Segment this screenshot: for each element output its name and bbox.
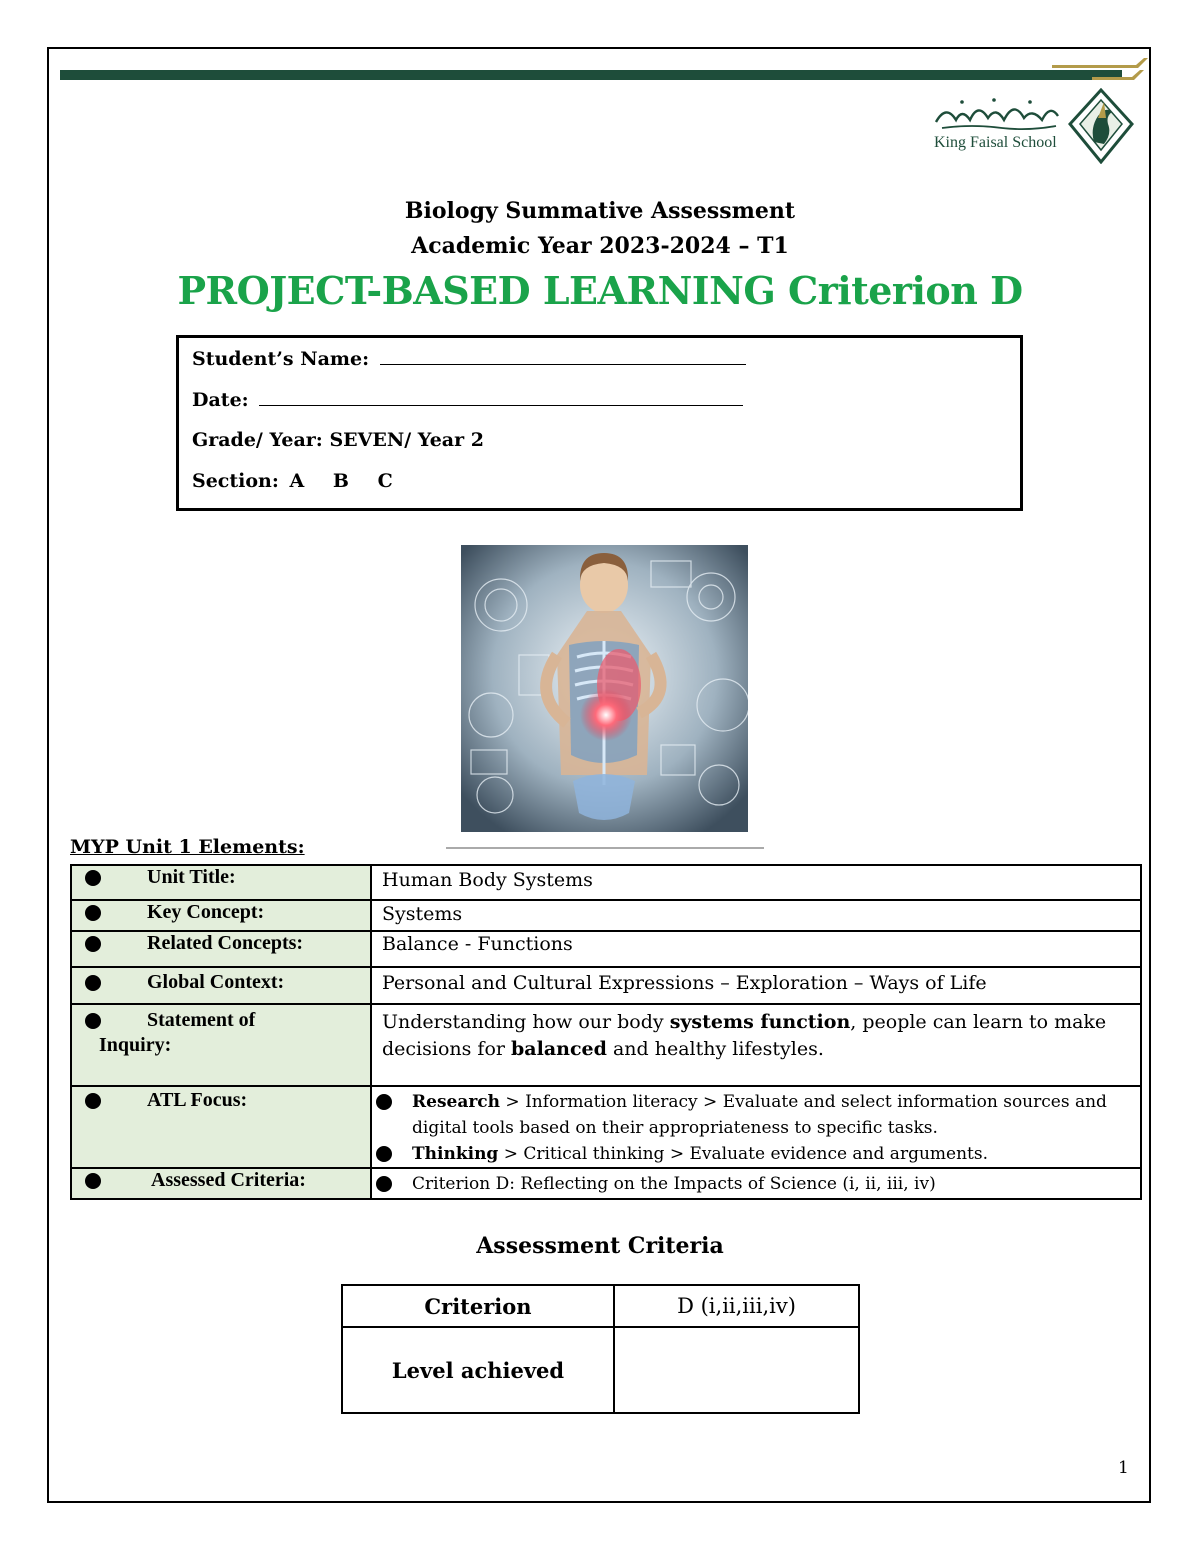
assessment-criteria-table: [341, 1284, 860, 1414]
table-row: [71, 900, 1141, 931]
soi-text-3: and healthy lifestyles.: [606, 1038, 824, 1060]
atl-research-cont: digital tools based on their appropriateness to specific tasks.: [412, 1118, 938, 1138]
bullet-icon: [85, 936, 101, 952]
table-row: [342, 1327, 859, 1413]
unit-title-label-cell: [71, 865, 371, 900]
key-concept-value: Systems: [371, 900, 1141, 931]
related-concepts-label: Related Concepts:: [147, 932, 304, 955]
level-achieved-field[interactable]: [614, 1327, 859, 1413]
key-concept-label: Key Concept:: [147, 901, 265, 924]
atl-thinking-bold: Thinking: [412, 1144, 499, 1164]
section-row: [192, 470, 393, 492]
assessment-criteria-heading: Assessment Criteria: [476, 1233, 724, 1259]
global-context-label: Global Context:: [147, 971, 285, 994]
statement-of-inquiry-label: Statement of: [147, 1009, 256, 1032]
related-concepts-label-cell: [71, 931, 371, 967]
soi-text-1: Understanding how our body: [382, 1011, 670, 1033]
student-name-label: Student’s Name:: [192, 348, 370, 370]
table-row: [71, 1004, 1141, 1086]
global-context-value: Personal and Cultural Expressions – Exploration – Ways of Life: [371, 967, 1141, 1004]
level-achieved-label: Level achieved: [342, 1327, 614, 1413]
bullet-icon: [85, 975, 101, 991]
atl-research-bold: Research: [412, 1092, 501, 1112]
atl-item-thinking: [382, 1141, 1140, 1167]
table-row: [71, 1168, 1141, 1199]
soi-bold-1: systems function: [669, 1011, 851, 1033]
soi-bold-2: balanced: [511, 1038, 607, 1060]
section-label: Section:: [192, 470, 279, 492]
myp-elements-table: [70, 864, 1142, 1200]
unit-title-value: Human Body Systems: [371, 865, 1141, 900]
criterion-label: Criterion: [342, 1285, 614, 1327]
unit-title-label: Unit Title:: [147, 866, 236, 889]
soi-text-2: , people can learn to make decisions for: [382, 1011, 1107, 1060]
date-row: [192, 389, 743, 411]
grade-label: Grade/ Year:: [192, 429, 323, 451]
bullet-icon: [85, 1013, 101, 1029]
assessed-criteria-value: [371, 1168, 1141, 1199]
atl-focus-label: ATL Focus:: [147, 1089, 248, 1112]
bullet-icon: [376, 1094, 392, 1110]
school-logo: [932, 88, 1138, 164]
date-label: Date:: [192, 389, 249, 411]
project-title: PROJECT-BASED LEARNING Criterion D: [177, 268, 1023, 313]
bullet-icon: [85, 905, 101, 921]
academic-year: Academic Year 2023-2024 – T1: [411, 233, 789, 259]
global-context-label-cell: [71, 967, 371, 1004]
related-concepts-value: Balance - Functions: [371, 931, 1141, 967]
table-row: [71, 865, 1141, 900]
header-gold-accent: [1052, 56, 1148, 82]
section-option-c[interactable]: C: [377, 470, 393, 492]
school-logo-arabic-wordmark: [932, 94, 1062, 134]
table-row: [71, 931, 1141, 967]
assessed-criteria-text: Criterion D: Reflecting on the Impacts of Science (i, ii, iii, iv): [412, 1174, 936, 1194]
bullet-icon: [85, 870, 101, 886]
table-row: [342, 1285, 859, 1327]
illustration-divider: [446, 847, 764, 849]
bullet-icon: [85, 1093, 101, 1109]
key-concept-label-cell: [71, 900, 371, 931]
student-name-row: [192, 348, 746, 370]
assessed-criteria-item: [382, 1171, 1140, 1197]
atl-focus-value: [371, 1086, 1141, 1168]
atl-focus-label-cell: [71, 1086, 371, 1168]
statement-of-inquiry-value: [371, 1004, 1141, 1086]
cover-illustration: [461, 545, 748, 832]
grade-value: SEVEN/ Year 2: [329, 429, 484, 451]
school-name-en: King Faisal School: [934, 134, 1057, 151]
myp-elements-heading: MYP Unit 1 Elements:: [70, 836, 305, 858]
bullet-icon: [376, 1176, 392, 1192]
assessed-criteria-label: Assessed Criteria:: [151, 1169, 306, 1192]
section-option-b[interactable]: B: [332, 470, 349, 492]
atl-thinking-text: > Critical thinking > Evaluate evidence and arguments.: [498, 1144, 988, 1164]
bullet-icon: [376, 1146, 392, 1162]
atl-research-text: > Information literacy > Evaluate and select information sources and: [500, 1092, 1107, 1112]
grade-row: [192, 429, 484, 451]
student-info-box: [176, 335, 1023, 511]
school-crest-icon: [1068, 88, 1134, 164]
statement-of-inquiry-label-cell: [71, 1004, 371, 1086]
section-option-a[interactable]: A: [289, 470, 305, 492]
page-number: 1: [1118, 1458, 1129, 1478]
date-field[interactable]: [259, 391, 743, 406]
bullet-icon: [85, 1173, 101, 1189]
criterion-value: D (i,ii,iii,iv): [614, 1285, 859, 1327]
assessment-title: Biology Summative Assessment: [404, 198, 796, 224]
header-bar: [60, 70, 1122, 80]
table-row: [71, 967, 1141, 1004]
statement-of-inquiry-label-cont: Inquiry:: [99, 1034, 172, 1057]
student-name-field[interactable]: [380, 350, 746, 365]
table-row: [71, 1086, 1141, 1168]
assessed-criteria-label-cell: [71, 1168, 371, 1199]
atl-item-research: [382, 1089, 1140, 1115]
